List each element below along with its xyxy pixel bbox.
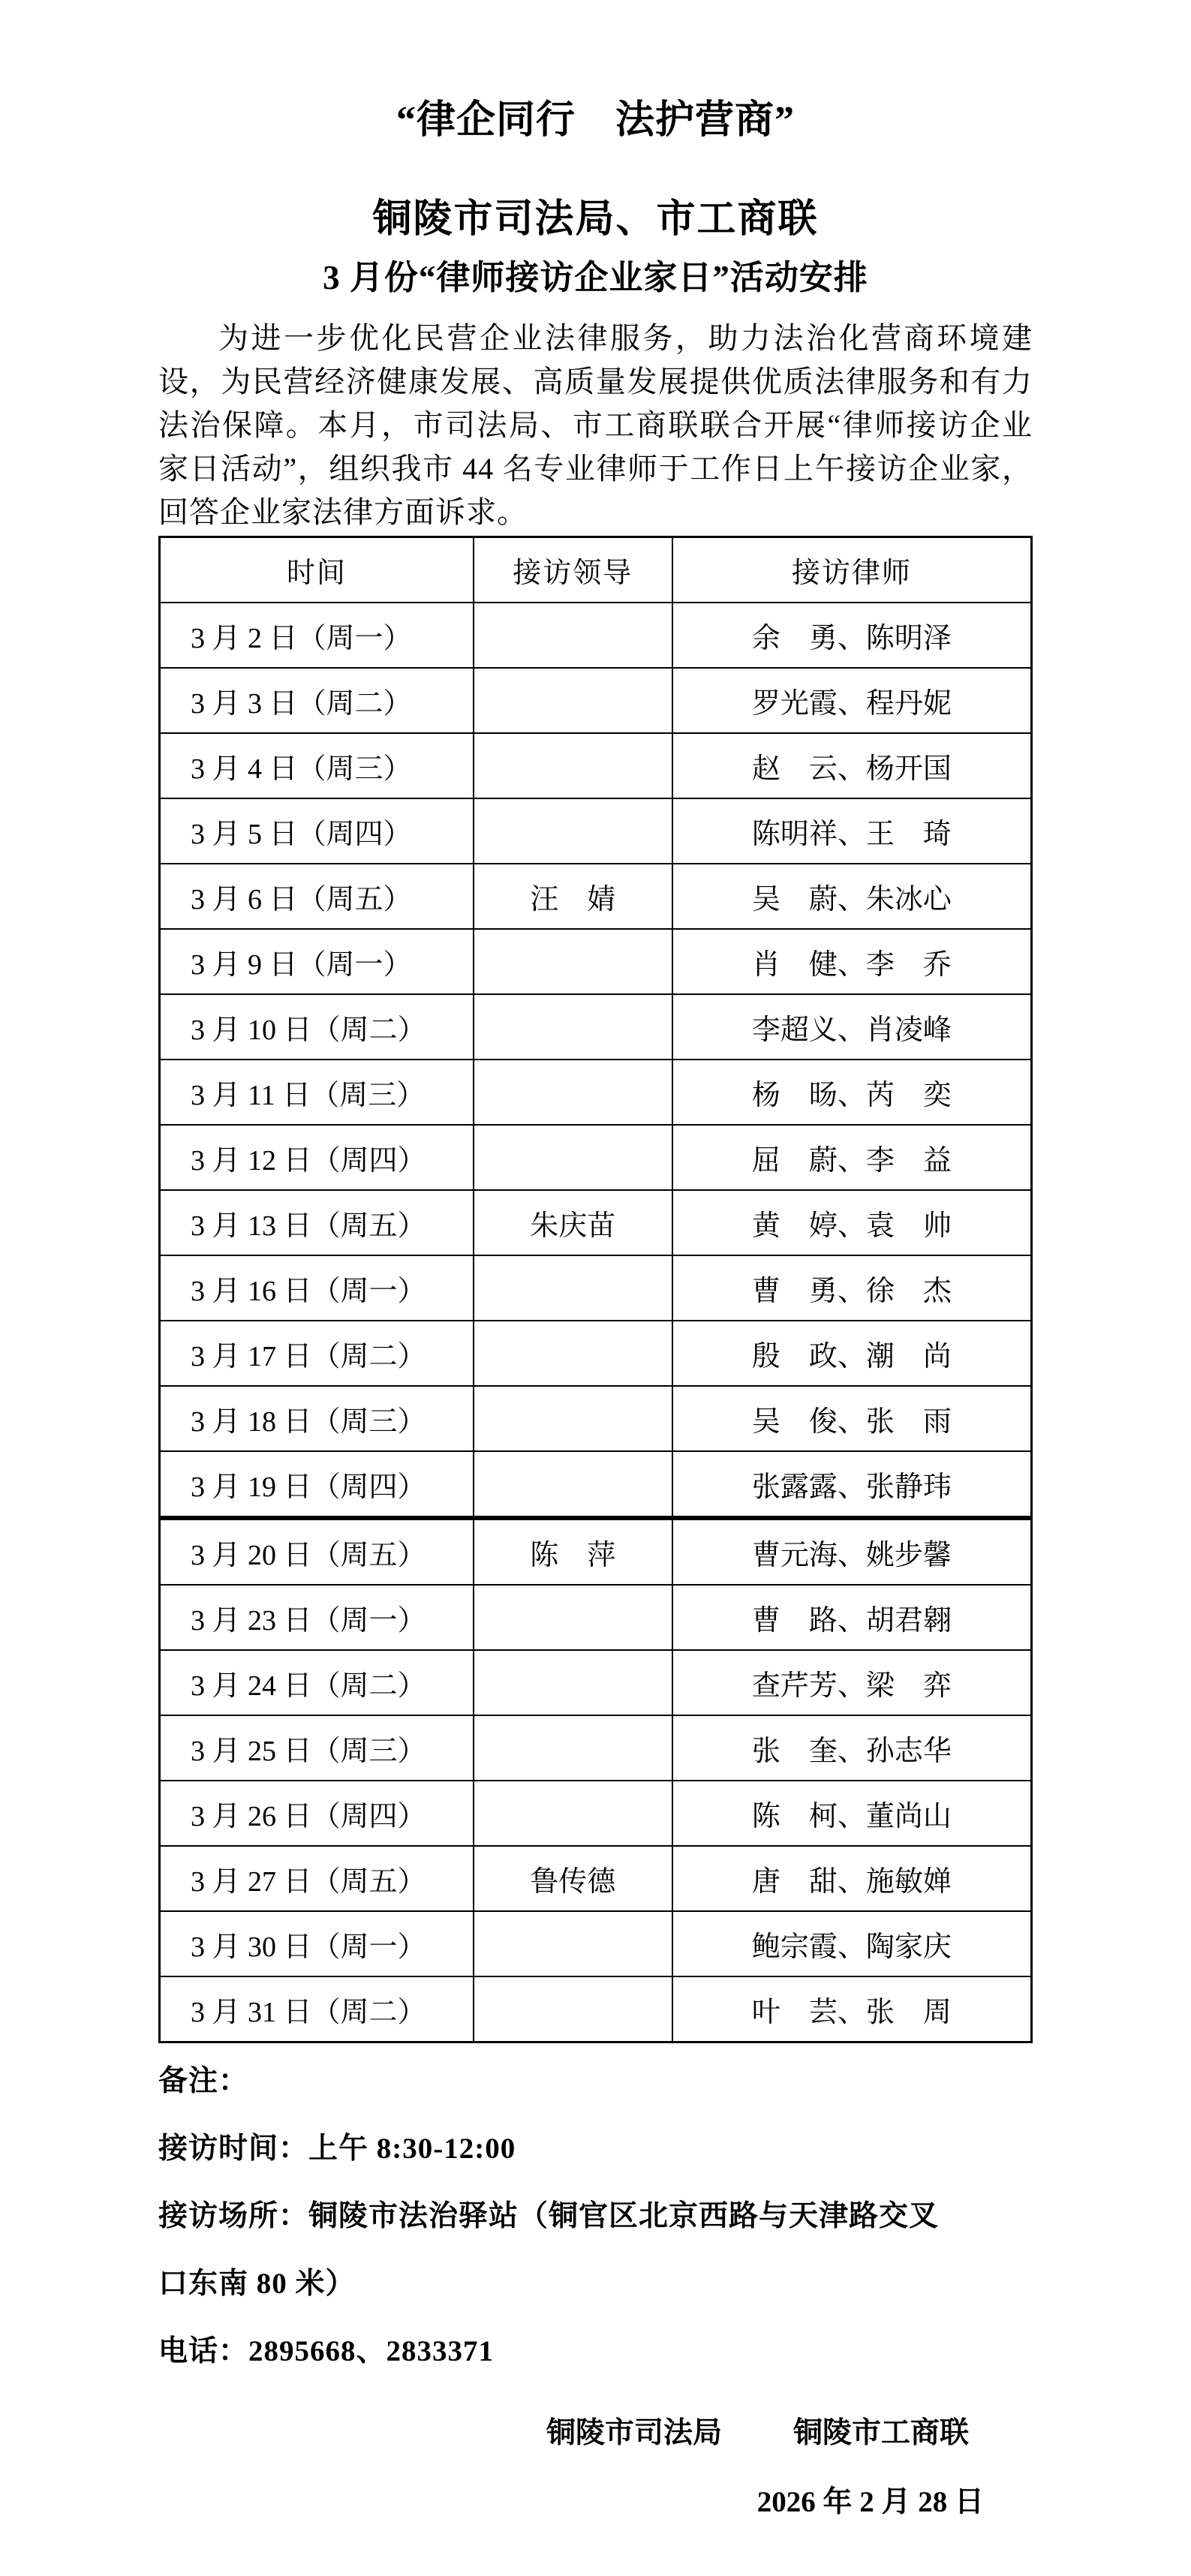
cell-leader xyxy=(474,1321,672,1386)
cell-leader xyxy=(474,1650,672,1715)
cell-date: 3 月 31 日（周二） xyxy=(160,1976,474,2042)
cell-leader: 鲁传德 xyxy=(474,1846,672,1911)
intro-paragraph: 为进一步优化民营企业法律服务，助力法治化营商环境建设，为民营经济健康发展、高质量发展提供优质法律服务和有力法治保障。本月，市司法局、市工商联联合开展“律师接访企业家日活动”，组织我市 44 名专业律师于工作日上午接访企业家，回答企业家法律方面诉求。 xyxy=(158,321,1033,529)
cell-leader xyxy=(474,1976,672,2042)
cell-leader xyxy=(474,1060,672,1125)
header-leader: 接访领导 xyxy=(474,537,672,603)
cell-leader xyxy=(474,1386,672,1451)
cell-leader xyxy=(474,798,672,864)
header-time: 时间 xyxy=(160,537,474,603)
cell-leader xyxy=(474,994,672,1060)
cell-date: 3 月 9 日（周一） xyxy=(160,929,474,994)
cell-lawyers: 张 奎、孙志华 xyxy=(672,1715,1032,1781)
cell-lawyers: 杨 旸、芮 奕 xyxy=(672,1060,1032,1125)
cell-date: 3 月 25 日（周三） xyxy=(160,1715,474,1781)
cell-date: 3 月 19 日（周四） xyxy=(160,1451,474,1518)
cell-date: 3 月 11 日（周三） xyxy=(160,1060,474,1125)
table-row xyxy=(160,603,1032,668)
cell-date: 3 月 23 日（周一） xyxy=(160,1585,474,1650)
table-row xyxy=(160,1255,1032,1321)
cell-lawyers: 陈明祥、王 琦 xyxy=(672,798,1032,864)
title-slogan: “律企同行 法护营商” xyxy=(395,99,795,142)
cell-lawyers: 黄 婷、袁 帅 xyxy=(672,1190,1032,1255)
table-row xyxy=(160,1125,1032,1190)
cell-date: 3 月 5 日（周四） xyxy=(160,798,474,864)
table-row xyxy=(160,1190,1032,1255)
table-row xyxy=(160,1911,1032,1976)
cell-lawyers: 张露露、张静玮 xyxy=(672,1451,1032,1518)
cell-lawyers: 曹元海、姚步馨 xyxy=(672,1518,1032,1585)
table-row xyxy=(160,864,1032,929)
cell-date: 3 月 24 日（周二） xyxy=(160,1650,474,1715)
cell-date: 3 月 10 日（周二） xyxy=(160,994,474,1060)
cell-lawyers: 殷 政、潮 尚 xyxy=(672,1321,1032,1386)
note-visit-place-line2: 口东南 80 米） xyxy=(158,2268,356,2300)
signature-date: 2026 年 2 月 28 日 xyxy=(756,2486,984,2518)
cell-leader xyxy=(474,1451,672,1518)
cell-leader xyxy=(474,929,672,994)
schedule-table-body xyxy=(160,603,1032,2042)
cell-lawyers: 赵 云、杨开国 xyxy=(672,733,1032,798)
table-row xyxy=(160,1715,1032,1781)
notes-label: 备注： xyxy=(158,2065,249,2097)
cell-lawyers: 唐 甜、施敏婵 xyxy=(672,1846,1032,1911)
cell-date: 3 月 2 日（周一） xyxy=(160,603,474,668)
note-visit-time: 接访时间：上午 8:30-12:00 xyxy=(158,2133,516,2165)
table-row xyxy=(160,1976,1032,2042)
cell-lawyers: 罗光霞、程丹妮 xyxy=(672,668,1032,733)
note-phone: 电话：2895668、2833371 xyxy=(158,2335,495,2367)
table-row xyxy=(160,1451,1032,1518)
cell-lawyers: 余 勇、陈明泽 xyxy=(672,603,1032,668)
cell-leader: 汪 婧 xyxy=(474,864,672,929)
cell-leader xyxy=(474,1911,672,1976)
table-row xyxy=(160,1781,1032,1846)
cell-lawyers: 屈 蔚、李 益 xyxy=(672,1125,1032,1190)
note-visit-place-line1: 接访场所：铜陵市法治驿站（铜官区北京西路与天津路交叉 xyxy=(158,2200,940,2232)
table-row xyxy=(160,1518,1032,1585)
table-row xyxy=(160,1386,1032,1451)
cell-leader xyxy=(474,1781,672,1846)
cell-date: 3 月 4 日（周三） xyxy=(160,733,474,798)
header-lawyers: 接访律师 xyxy=(672,537,1032,603)
cell-lawyers: 陈 柯、董尚山 xyxy=(672,1781,1032,1846)
cell-date: 3 月 17 日（周二） xyxy=(160,1321,474,1386)
signature-block xyxy=(158,2415,1033,2520)
cell-leader xyxy=(474,1715,672,1781)
cell-leader xyxy=(474,603,672,668)
cell-date: 3 月 20 日（周五） xyxy=(160,1518,474,1585)
cell-leader xyxy=(474,1255,672,1321)
table-row xyxy=(160,994,1032,1060)
title-organizations: 铜陵市司法局、市工商联 xyxy=(372,198,819,241)
table-row xyxy=(160,1321,1032,1386)
cell-leader xyxy=(474,733,672,798)
cell-leader xyxy=(474,1585,672,1650)
cell-lawyers: 李超义、肖凌峰 xyxy=(672,994,1032,1060)
cell-date: 3 月 30 日（周一） xyxy=(160,1911,474,1976)
table-row xyxy=(160,1585,1032,1650)
signature-org-justice-bureau: 铜陵市司法局 xyxy=(546,2417,722,2449)
table-row xyxy=(160,733,1032,798)
cell-date: 3 月 27 日（周五） xyxy=(160,1846,474,1911)
cell-date: 3 月 12 日（周四） xyxy=(160,1125,474,1190)
cell-date: 3 月 16 日（周一） xyxy=(160,1255,474,1321)
table-row xyxy=(160,1060,1032,1125)
cell-date: 3 月 3 日（周二） xyxy=(160,668,474,733)
signature-orgs xyxy=(158,2415,1033,2451)
table-row xyxy=(160,1846,1032,1911)
cell-lawyers: 曹 勇、徐 杰 xyxy=(672,1255,1032,1321)
table-row xyxy=(160,929,1032,994)
cell-date: 3 月 13 日（周五） xyxy=(160,1190,474,1255)
schedule-table xyxy=(158,536,1033,2043)
cell-lawyers: 吴 蔚、朱冰心 xyxy=(672,864,1032,929)
cell-lawyers: 曹 路、胡君翱 xyxy=(672,1585,1032,1650)
cell-date: 3 月 6 日（周五） xyxy=(160,864,474,929)
cell-date: 3 月 26 日（周四） xyxy=(160,1781,474,1846)
cell-lawyers: 鲍宗霞、陶家庆 xyxy=(672,1911,1032,1976)
cell-lawyers: 叶 芸、张 周 xyxy=(672,1976,1032,2042)
cell-leader xyxy=(474,1125,672,1190)
cell-lawyers: 肖 健、李 乔 xyxy=(672,929,1032,994)
cell-leader: 朱庆苗 xyxy=(474,1190,672,1255)
table-row xyxy=(160,668,1032,733)
cell-lawyers: 吴 俊、张 雨 xyxy=(672,1386,1032,1451)
signature-org-federation: 铜陵市工商联 xyxy=(792,2417,969,2449)
title-event: 3 月份“律师接访企业家日”活动安排 xyxy=(323,259,868,296)
notes-section xyxy=(158,2064,1033,2369)
cell-leader xyxy=(474,668,672,733)
cell-leader: 陈 萍 xyxy=(474,1518,672,1585)
table-header-row xyxy=(160,537,1032,603)
cell-lawyers: 查芹芳、梁 弈 xyxy=(672,1650,1032,1715)
cell-date: 3 月 18 日（周三） xyxy=(160,1386,474,1451)
table-row xyxy=(160,798,1032,864)
table-row xyxy=(160,1650,1032,1715)
